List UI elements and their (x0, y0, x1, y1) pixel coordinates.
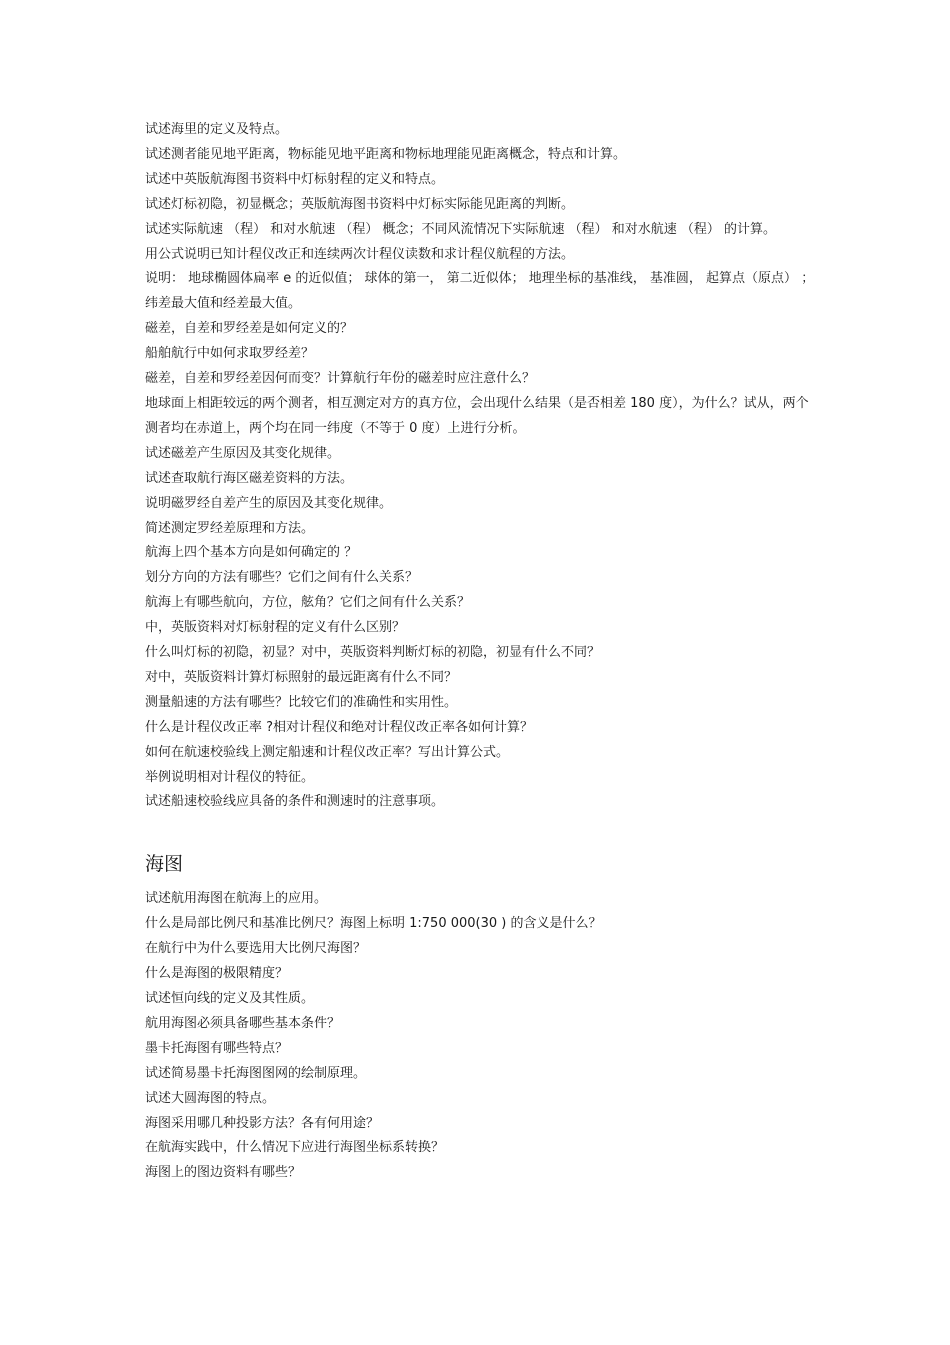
question-line: 航用海图必须具备哪些基本条件？ (145, 1015, 341, 1031)
question-line: 在航行中为什么要选用大比例尺海图？ (145, 941, 367, 957)
question-line: 什么是局部比例尺和基准比例尺？海图上标明 1:750 000(30 ) 的含义是什么？ (145, 916, 602, 932)
question-line: 简述测定罗经差原理和方法。 (145, 520, 315, 536)
question-line: 试述恒向线的定义及其性质。 (145, 991, 315, 1006)
question-line: 磁差，自差和罗经差是如何定义的？ (145, 321, 354, 337)
question-line: 磁差，自差和罗经差因何而变？计算航行年份的磁差时应注意什么？ (145, 371, 536, 387)
question-line: 试述磁差产生原因及其变化规律。 (145, 445, 341, 461)
question-line: 什么是海图的极限精度？ (145, 966, 289, 982)
question-line: 试述大圆海图的特点。 (145, 1090, 276, 1106)
question-line: 试述测者能见地平距离，物标能见地平距离和物标地理能见距离概念，特点和计算。 (145, 146, 627, 162)
question-line: 用公式说明已知计程仪改正和连续两次计程仪读数和求计程仪航程的方法。 (145, 246, 575, 262)
question-line: 船舶航行中如何求取罗经差？ (145, 346, 315, 362)
question-line: 中，英版资料对灯标射程的定义有什么区别？ (145, 620, 406, 636)
question-line: 对中，英版资料计算灯标照射的最远距离有什么不同？ (145, 669, 458, 685)
question-line: 试述简易墨卡托海图图网的绘制原理。 (145, 1065, 367, 1081)
question-line: 什么叫灯标的初隐，初显？对中，英版资料判断灯标的初隐，初显有什么不同？ (145, 645, 601, 661)
question-line: 试述航用海图在航海上的应用。 (145, 891, 328, 907)
question-line: 试述灯标初隐，初显概念；英版航海图书资料中灯标实际能见距离的判断。 (145, 196, 575, 212)
document-body (145, 118, 815, 1186)
question-line: 墨卡托海图有哪些特点？ (145, 1040, 289, 1056)
question-line: 划分方向的方法有哪些？它们之间有什么关系？ (145, 570, 419, 586)
question-line: 试述中英版航海图书资料中灯标射程的定义和特点。 (145, 171, 445, 187)
question-line: 什么是计程仪改正率 ?相对计程仪和绝对计程仪改正率各如何计算？ (145, 719, 534, 735)
question-line: 试述海里的定义及特点。 (145, 122, 289, 137)
question-line: 海图采用哪几种投影方法？各有何用途？ (145, 1115, 380, 1131)
question-line: 测量船速的方法有哪些？比较它们的准确性和实用性。 (145, 694, 458, 710)
question-line: 试述船速校验线应具备的条件和测速时的注意事项。 (145, 794, 445, 810)
question-line: 在航海实践中，什么情况下应进行海图坐标系转换？ (145, 1140, 445, 1156)
question-line: 说明磁罗经自差产生的原因及其变化规律。 (145, 495, 393, 511)
question-line: 举例说明相对计程仪的特征。 (145, 769, 315, 785)
question-list-section-1 (145, 118, 815, 815)
question-line: 试述查取航行海区磁差资料的方法。 (145, 470, 354, 486)
question-list-section-2 (145, 887, 815, 1186)
question-line: 航海上四个基本方向是如何确定的 ？ (145, 545, 358, 561)
section-heading-charts: 海图 (145, 853, 184, 876)
question-line: 海图上的图边资料有哪些？ (145, 1165, 302, 1181)
question-line: 地球面上相距较远的两个测者，相互测定对方的真方位，会出现什么结果（是否相差 180 度），为什么？试从，两个测者均在赤道上，两个均在同一纬度（不等于 0 度）上进行分析。 (145, 395, 809, 436)
question-line: 试述实际航速 （程） 和对水航速 （程） 概念；不同风流情况下实际航速 （程） 和对水航速 （程） 的计算。 (145, 221, 777, 237)
question-line: 如何在航速校验线上测定船速和计程仪改正率？写出计算公式。 (145, 744, 510, 760)
question-line: 说明： 地球椭圆体扁率 e 的近似值； 球体的第一， 第二近似体； 地理坐标的基准线， 基准圆， 起算点（原点） ；纬差最大值和经差最大值。 (145, 271, 815, 312)
question-line: 航海上有哪些航向，方位，舷角？它们之间有什么关系？ (145, 595, 471, 611)
